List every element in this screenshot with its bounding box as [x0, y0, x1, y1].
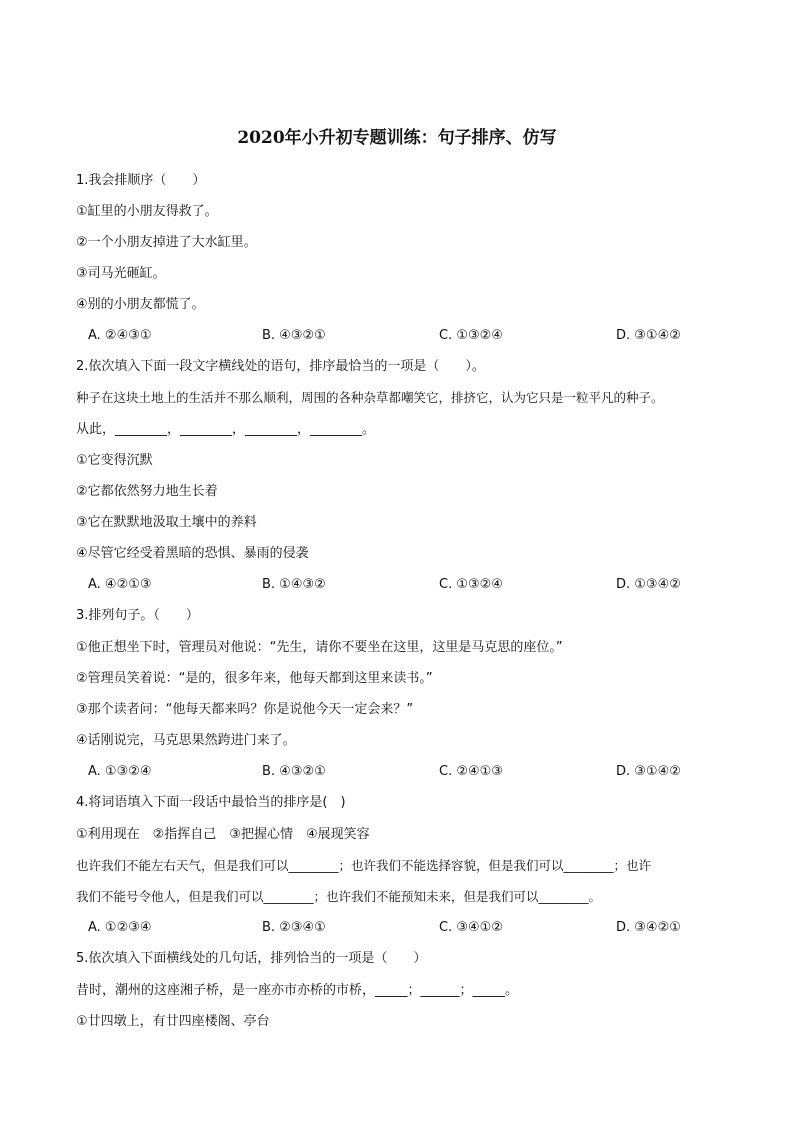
question-1-option-c: C. ①③②④	[439, 328, 503, 343]
question-4-option-b: B. ②③④①	[262, 920, 326, 935]
question-3-line: ①他正想坐下时，管理员对他说：“先生，请你不要坐在这里，这里是马克思的座位。”	[76, 640, 563, 655]
question-2-option-b: B. ①④③②	[262, 577, 326, 592]
question-4-line: 也许我们不能左右天气，但是我们可以________；也许我们不能选择容貌，但是我们可以________；也许	[76, 858, 652, 873]
question-2-stem: 2.依次填入下面一段文字横线处的语句，排序最恰当的一项是（ ）。	[76, 359, 485, 374]
question-3-line: ③那个读者问：“他每天都来吗？你是说他今天一定会来？”	[76, 702, 414, 717]
question-1-option-b: B. ④③②①	[262, 328, 326, 343]
question-3-option-c: C. ②④①③	[439, 764, 503, 779]
question-1-line: ①缸里的小朋友得救了。	[76, 204, 218, 219]
question-2-line: ②它都依然努力地生长着	[76, 484, 218, 499]
question-4-line: ①利用现在 ②指挥自己 ③把握心情 ④展现笑容	[76, 827, 370, 842]
question-1-option-a: A. ②④③①	[88, 328, 152, 343]
question-2-line: ④尽管它经受着黑暗的恐惧、暴雨的侵袭	[76, 546, 309, 561]
question-4-option-a: A. ①②③④	[88, 920, 152, 935]
question-2-line: 种子在这块土地上的生活并不那么顺利，周围的各种杂草都嘲笑它，排挤它，认为它只是一粒平凡的种子。	[76, 390, 664, 405]
question-3-line: ②管理员笑着说：“是的，很多年来，他每天都到这里来读书。”	[76, 671, 433, 686]
question-4-line: 我们不能号令他人，但是我们可以________；也许我们不能预知未来，但是我们可以________。	[76, 889, 602, 904]
question-2-option-a: A. ④②①③	[88, 577, 152, 592]
question-3-stem: 3.排列句子。（ ）	[76, 608, 199, 623]
question-1-stem: 1.我会排顺序（ ）	[76, 173, 206, 188]
question-1-line: ④别的小朋友都慌了。	[76, 297, 205, 312]
question-3-option-a: A. ①③②④	[88, 764, 152, 779]
question-2-option-d: D. ①③④②	[616, 577, 681, 592]
question-3-line: ④话刚说完，马克思果然跨进门来了。	[76, 733, 296, 748]
question-5-stem: 5.依次填入下面横线处的几句话，排列恰当的一项是（ ）	[76, 951, 427, 966]
question-1-option-d: D. ③①④②	[616, 328, 681, 343]
question-3-option-b: B. ④③②①	[262, 764, 326, 779]
question-4-option-c: C. ③④①②	[439, 920, 503, 935]
question-2-line: ①它变得沉默	[76, 453, 153, 468]
question-3-option-d: D. ③①④②	[616, 764, 681, 779]
question-1-line: ③司马光砸缸。	[76, 266, 166, 281]
question-5-line: 昔时，潮州的这座湘子桥，是一座亦市亦桥的市桥，_____；______；_____。	[76, 983, 519, 998]
question-1-line: ②一个小朋友掉进了大水缸里。	[76, 235, 257, 250]
question-4-option-d: D. ③④②①	[616, 920, 681, 935]
question-5-line: ①廿四墩上，有廿四座楼阁、亭台	[76, 1014, 270, 1029]
question-2-line: ③它在默默地汲取土壤中的养料	[76, 515, 257, 530]
question-4-stem: 4.将词语填入下面一段话中最恰当的排序是( )	[76, 795, 346, 810]
question-2-option-c: C. ①③②④	[439, 577, 503, 592]
page-title: 2020年小升初专题训练：句子排序、仿写	[237, 128, 557, 148]
question-2-line: 从此，________，________，________，________。	[76, 422, 376, 437]
